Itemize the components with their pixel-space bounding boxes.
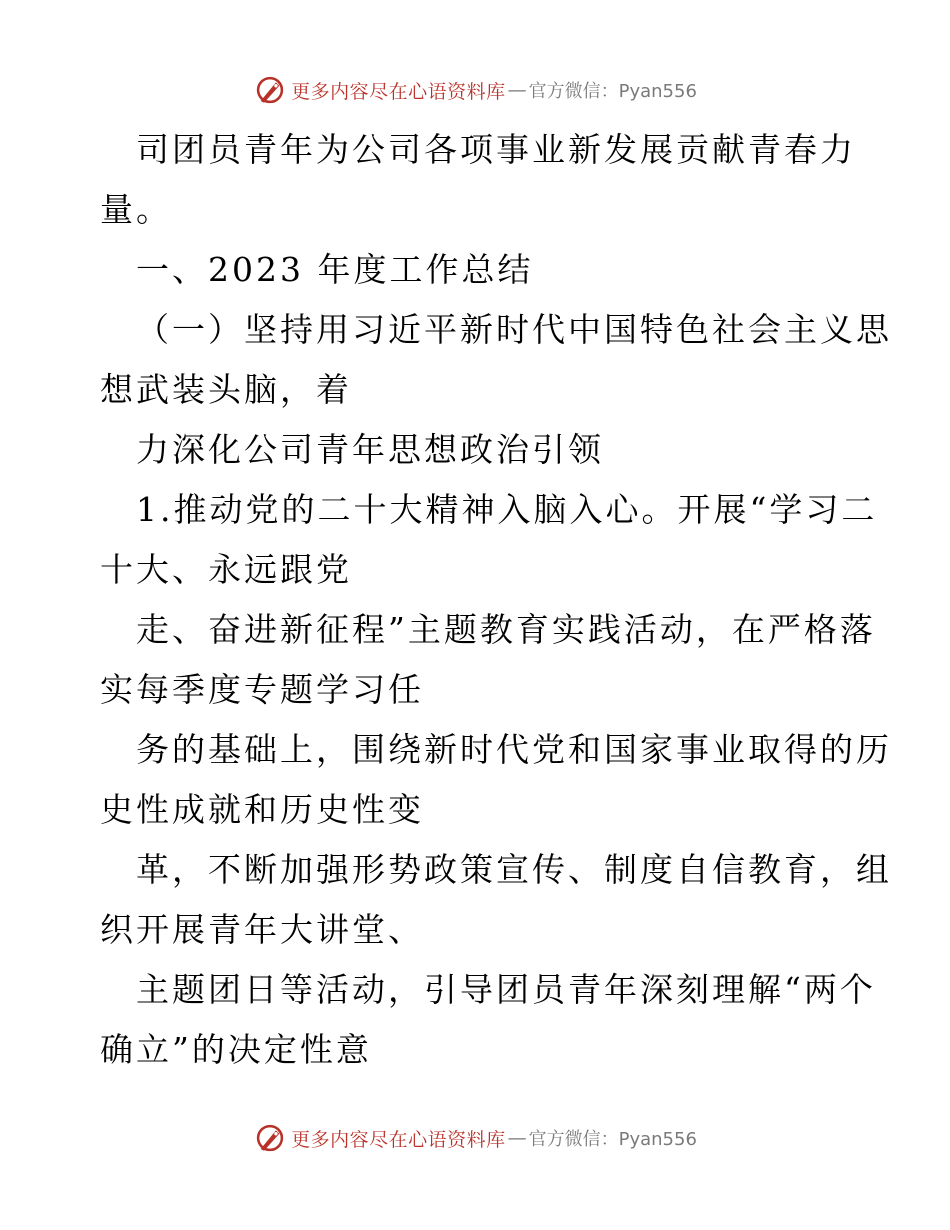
paragraph-line: 司团员青年为公司各项事业新发展贡献青春力 (136, 130, 856, 169)
watermark-dash: — (507, 79, 527, 101)
footer-watermark (0, 1118, 950, 1158)
pen-nib-circle-icon (253, 1121, 287, 1155)
watermark-contact: 官方微信：Pyan556 (528, 81, 697, 102)
document-body (100, 120, 892, 1080)
paragraph-line: 主题团日等活动，引导团员青年深刻理解“两个 (136, 970, 876, 1009)
paragraph-line: 1.推动党的二十大精神入脑入心。开展“学习二 (136, 490, 878, 529)
paragraph-line: 走、奋进新征程”主题教育实践活动，在严格落 (136, 610, 876, 649)
paragraph-line: 实每季度专题学习任 (100, 670, 424, 709)
paragraph-line: 革，不断加强形势政策宣传、制度自信教育，组 (136, 850, 892, 889)
watermark-dash: — (507, 1127, 527, 1149)
paragraph-line: 史性成就和历史性变 (100, 790, 424, 829)
paragraph-line: 织开展青年大讲堂、 (100, 910, 424, 949)
header-watermark (0, 70, 950, 110)
paragraph-line: 确立”的决定性意 (100, 1030, 372, 1069)
paragraph-line: 十大、永远跟党 (100, 550, 352, 589)
subsection-heading: 想武装头脑，着 (100, 370, 352, 409)
paragraph-line: 量。 (100, 190, 172, 229)
subsection-heading: 力深化公司青年思想政治引领 (136, 430, 604, 469)
watermark-contact: 官方微信：Pyan556 (528, 1129, 697, 1150)
paragraph-line: 务的基础上，围绕新时代党和国家事业取得的历 (136, 730, 892, 769)
watermark-site-text: 更多内容尽在心语资料库 (291, 1128, 506, 1151)
watermark-site-text: 更多内容尽在心语资料库 (291, 80, 506, 103)
section-heading: 一、2023 年度工作总结 (136, 250, 534, 289)
pen-nib-circle-icon (253, 73, 287, 107)
subsection-heading: （一）坚持用习近平新时代中国特色社会主义思 (136, 310, 892, 349)
